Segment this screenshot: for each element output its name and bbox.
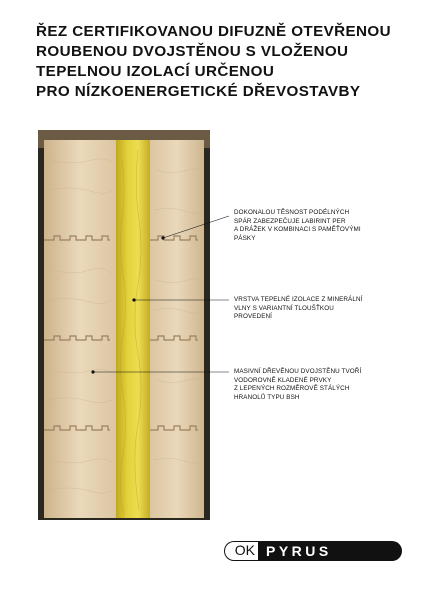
leader-dot-3 bbox=[91, 370, 94, 373]
leader-line-1 bbox=[163, 216, 229, 238]
annotation-line: SPÁR ZABEZPEČUJE LABIRINT PER bbox=[234, 217, 346, 225]
annotation-line: VLNY S VARIANTNÍ TLOUŠŤKOU bbox=[234, 304, 334, 312]
annotation-line: PÁSKY bbox=[234, 234, 256, 242]
annotation-line: MASIVNÍ DŘEVĚNOU DVOJSTĚNU TVOŘÍ bbox=[234, 368, 362, 375]
leader-dot-1 bbox=[161, 236, 164, 239]
annotation-line: A DRÁŽEK V KOMBINACI S PAMĚŤOVÝMI bbox=[234, 226, 361, 234]
title-line: PRO NÍZKOENERGETICKÉ DŘEVOSTAVBY bbox=[36, 83, 361, 100]
annotation-line: PROVEDENÍ bbox=[234, 313, 272, 321]
leader-dot-2 bbox=[132, 298, 135, 301]
annotation-line: VODOROVNĚ KLADENÉ PRVKY bbox=[234, 376, 332, 384]
annotation-solid-wood bbox=[234, 368, 361, 402]
annotation-line: HRANOLŮ TYPU BSH bbox=[234, 393, 300, 401]
logo-brand: PYRUS bbox=[258, 541, 402, 561]
title-line: ROUBENOU DVOJSTĚNOU S VLOŽENOU bbox=[36, 43, 349, 60]
annotation-line: VRSTVA TEPELNÉ IZOLACE Z MINERÁLNÍ bbox=[234, 296, 363, 303]
ok-pyrus-logo bbox=[224, 541, 402, 561]
annotation-line: DOKONALOU TĚSNOST PODÉLNÝCH bbox=[234, 209, 350, 216]
title-line: TEPELNOU IZOLACÍ URČENOU bbox=[36, 63, 275, 80]
annotation-joint-sealing bbox=[234, 209, 361, 243]
logo-prefix: OK bbox=[224, 541, 258, 561]
annotation-insulation bbox=[234, 296, 362, 322]
title-line: ŘEZ CERTIFIKOVANOU DIFUZNĚ OTEVŘENOU bbox=[36, 23, 391, 40]
annotation-line: Z LEPENÝCH ROZMĚROVĚ STÁLÝCH bbox=[234, 385, 350, 393]
